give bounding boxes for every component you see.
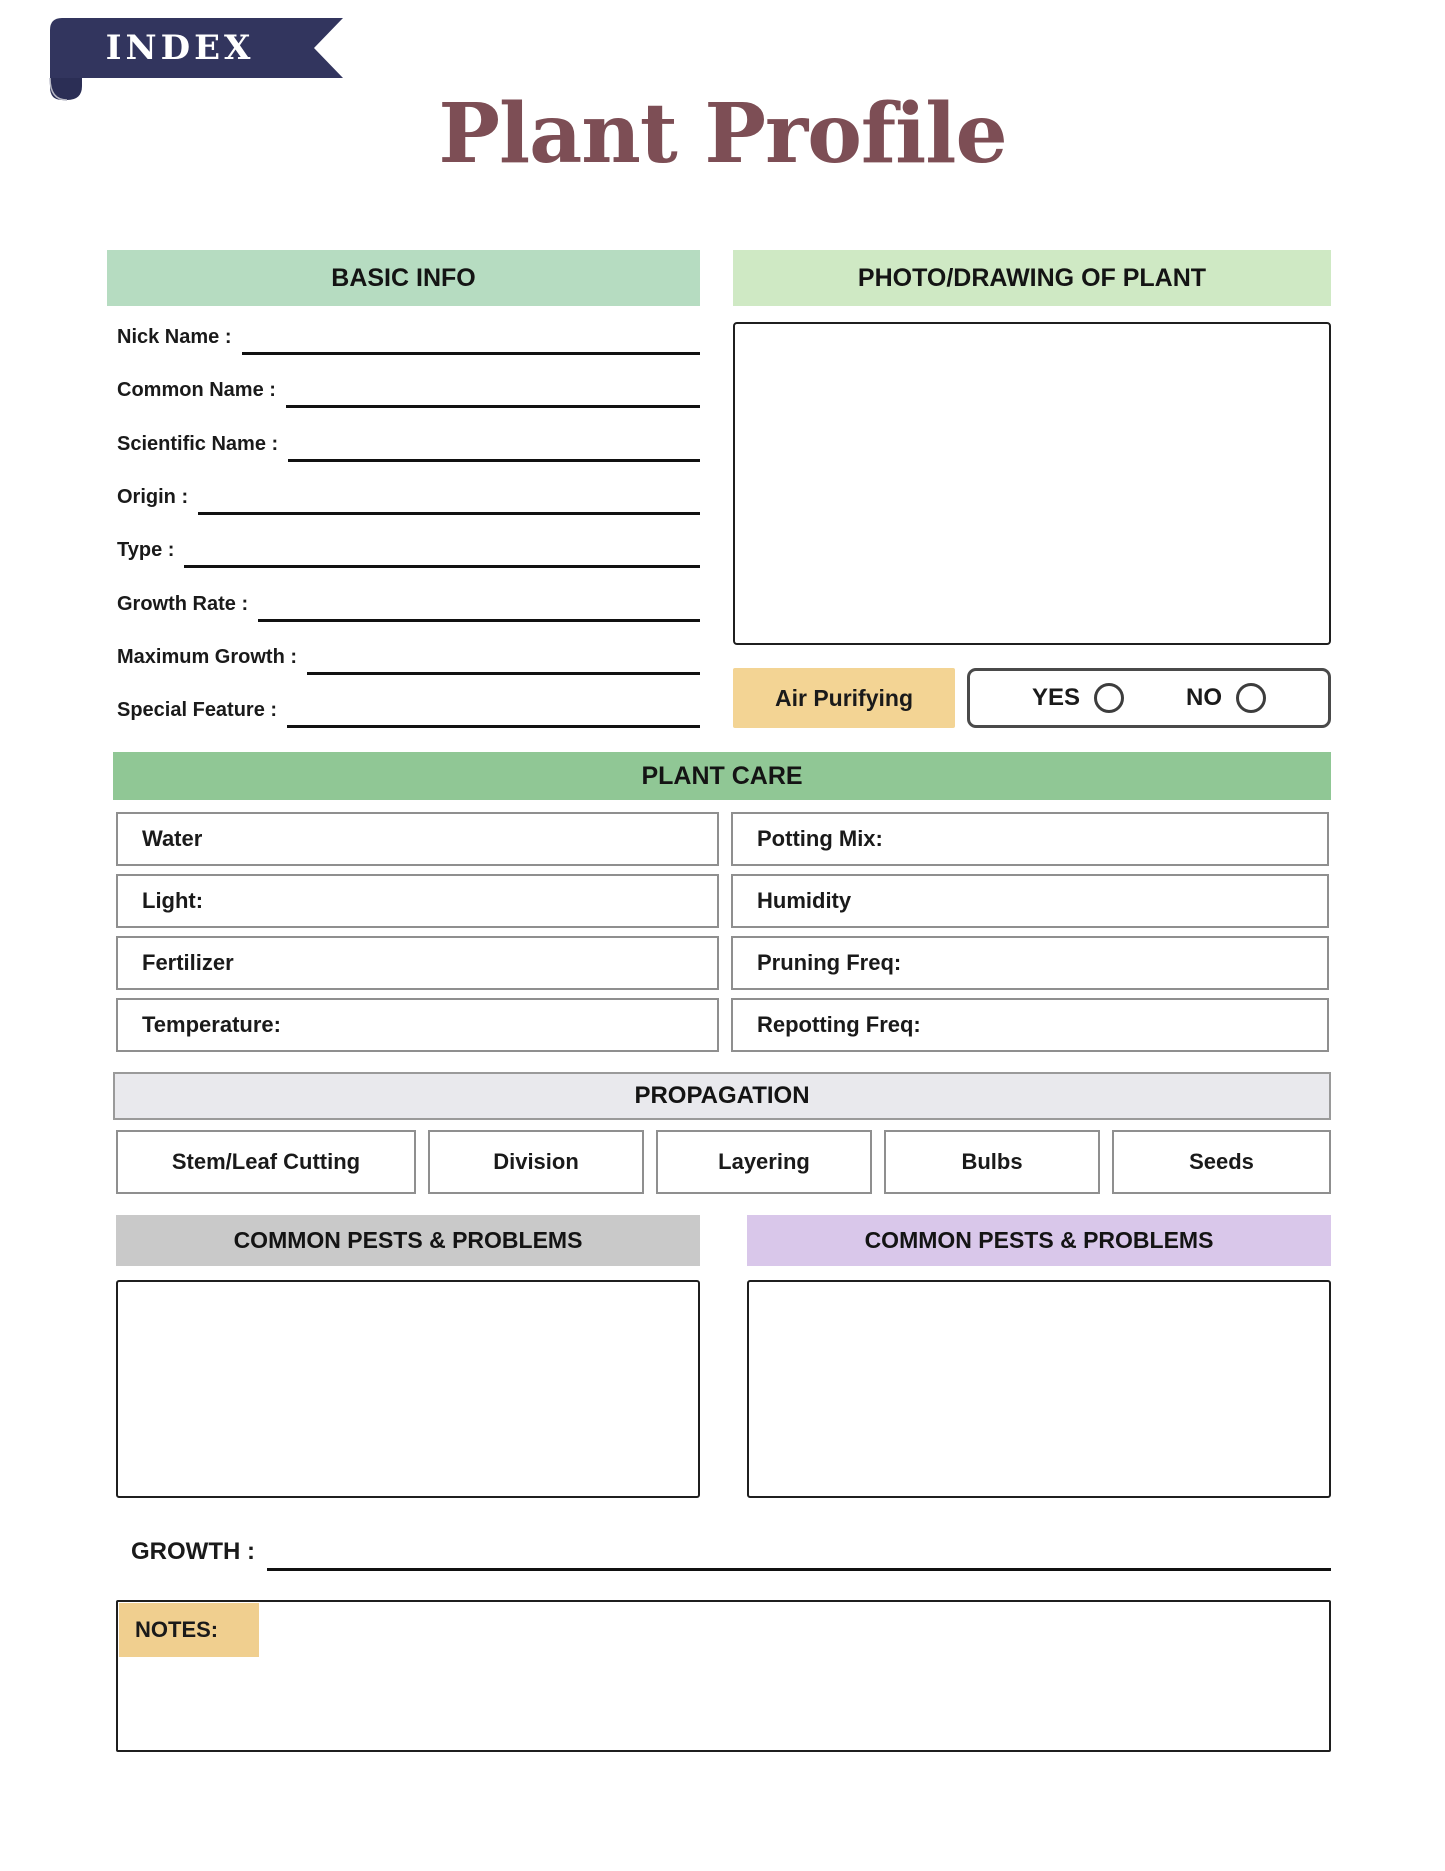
field-row-origin [117,480,700,518]
stem-leaf-cutting-label: Stem/Leaf Cutting [171,1149,361,1174]
care-cell-repotting-freq[interactable] [731,998,1329,1052]
care-cell-pruning-freq[interactable] [731,936,1329,990]
no-option[interactable] [1186,683,1266,713]
common-name-label: Common Name : [117,379,276,401]
scientific-name-input-line[interactable] [288,459,700,462]
pests-left-header: COMMON PESTS & PROBLEMS [116,1215,700,1266]
index-ribbon-label: INDEX [105,28,255,68]
potting-mix-label: Potting Mix: [757,826,883,851]
growth-rate-label: Growth Rate : [117,593,249,615]
field-row-type [117,533,700,571]
photo-drawing-box[interactable] [733,322,1331,645]
type-label: Type : [117,539,175,561]
fertilizer-label: Fertilizer [142,950,234,975]
growth-input-line[interactable] [267,1568,1331,1571]
light-label: Light: [142,888,204,913]
bulbs-label: Bulbs [961,1149,1023,1174]
growth-label: GROWTH : [131,1538,255,1565]
pests-left-box[interactable] [116,1280,700,1498]
basic-info-header: BASIC INFO [107,250,700,306]
propagation-option-stem-leaf-cutting[interactable] [116,1130,416,1194]
propagation-header: PROPAGATION [113,1072,1331,1120]
origin-label: Origin : [117,486,189,508]
page-title: Plant Profile [438,86,1007,182]
growth-row [131,1536,1331,1574]
pruning-freq-label: Pruning Freq: [757,950,902,975]
air-purifying-yesno-box [967,668,1331,728]
pests-right-header: COMMON PESTS & PROBLEMS [747,1215,1331,1266]
humidity-label: Humidity [757,888,852,913]
care-cell-water[interactable] [116,812,719,866]
division-label: Division [493,1149,579,1174]
field-row-common-name [117,373,700,411]
pests-right-box[interactable] [747,1280,1331,1498]
care-cell-light[interactable] [116,874,719,928]
no-label: NO [1186,684,1222,711]
field-row-growth-rate [117,587,700,625]
nick-name-input-line[interactable] [242,352,701,355]
growth-rate-input-line[interactable] [258,619,700,622]
maximum-growth-input-line[interactable] [307,672,700,675]
yes-label: YES [1031,684,1081,711]
field-row-special-feature [117,693,700,731]
origin-input-line[interactable] [198,512,700,515]
seeds-label: Seeds [1189,1149,1254,1174]
nick-name-label: Nick Name : [117,326,232,348]
temperature-label: Temperature: [142,1012,281,1037]
yes-radio-circle[interactable] [1094,683,1124,713]
care-cell-fertilizer[interactable] [116,936,719,990]
water-label: Water [142,826,203,851]
propagation-option-seeds[interactable] [1112,1130,1331,1194]
propagation-option-bulbs[interactable] [884,1130,1100,1194]
field-row-nick-name [117,320,700,358]
field-row-scientific-name [117,427,700,465]
no-radio-circle[interactable] [1236,683,1266,713]
care-cell-temperature[interactable] [116,998,719,1052]
care-cell-potting-mix[interactable] [731,812,1329,866]
repotting-freq-label: Repotting Freq: [757,1012,921,1037]
propagation-option-layering[interactable] [656,1130,872,1194]
type-input-line[interactable] [184,565,700,568]
notes-box[interactable] [116,1600,1331,1752]
scientific-name-label: Scientific Name : [117,433,279,455]
field-row-maximum-growth [117,640,700,678]
notes-tab: NOTES: [119,1603,259,1657]
yes-option[interactable] [1032,683,1124,713]
common-name-input-line[interactable] [286,405,700,408]
plant-care-header: PLANT CARE [113,752,1331,800]
photo-drawing-header: PHOTO/DRAWING OF PLANT [733,250,1331,306]
special-feature-input-line[interactable] [287,725,700,728]
layering-label: Layering [718,1149,810,1174]
special-feature-label: Special Feature : [117,699,278,721]
care-cell-humidity[interactable] [731,874,1329,928]
maximum-growth-label: Maximum Growth : [117,646,298,668]
propagation-option-division[interactable] [428,1130,644,1194]
air-purifying-label: Air Purifying [733,668,955,728]
